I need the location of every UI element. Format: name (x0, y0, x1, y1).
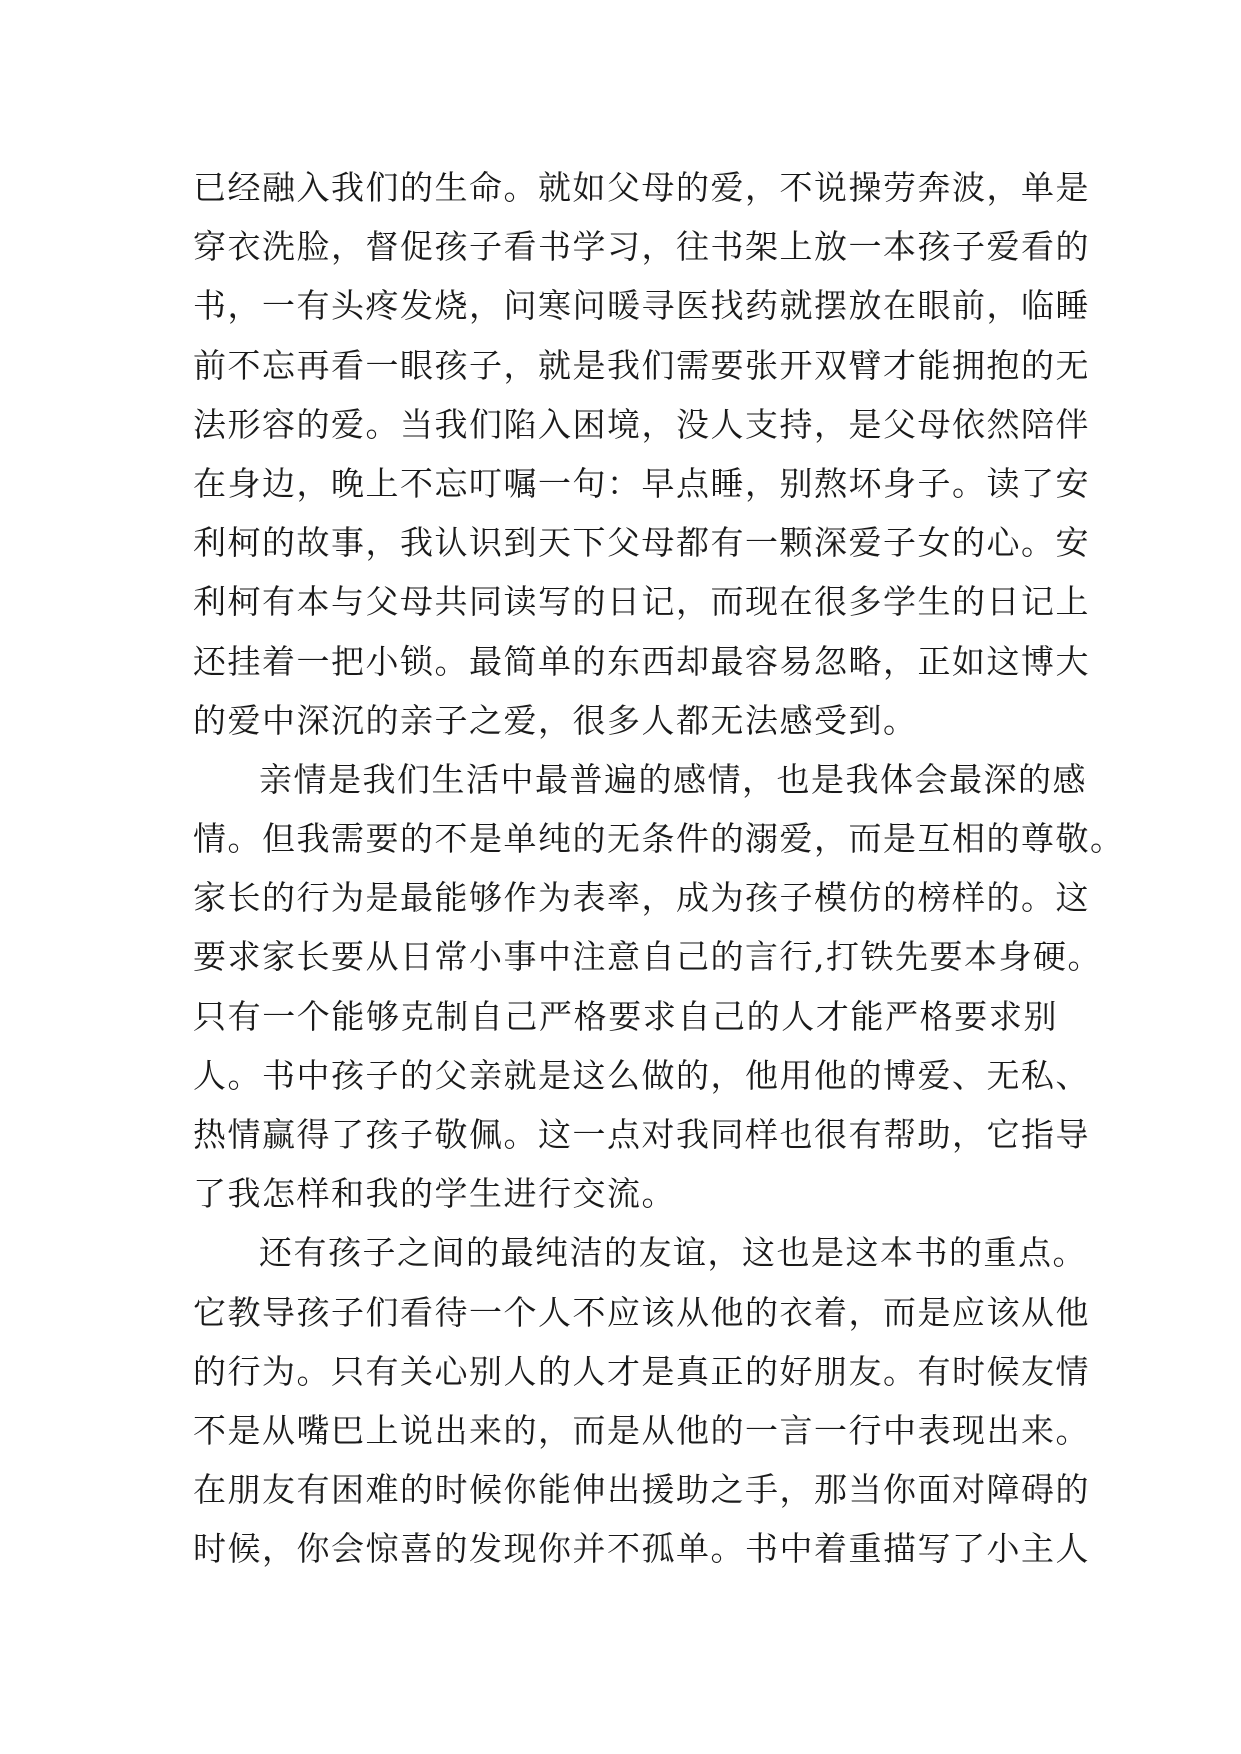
body-text (193, 158, 1125, 1579)
text-line: 亲情是我们生活中最普遍的感情，也是我体会最深的感 (259, 759, 1087, 799)
text-line: 家长的行为是最能够作为表率，成为孩子模仿的榜样的。这 (193, 878, 1090, 918)
text-line: 时候，你会惊喜的发现你并不孤单。书中着重描写了小主人 (193, 1529, 1090, 1569)
text-line: 的爱中深沉的亲子之爱，很多人都无法感受到。 (193, 700, 918, 740)
text-line: 利柯的故事，我认识到天下父母都有一颗深爱子女的心。安 (193, 523, 1090, 563)
text-line: 要求家长要从日常小事中注意自己的言行,打铁先要本身硬。 (193, 937, 1102, 977)
text-line: 人。书中孩子的父亲就是这么做的，他用他的博爱、无私、 (193, 1055, 1090, 1095)
text-line: 情。但我需要的不是单纯的无条件的溺爱，而是互相的尊敬。 (193, 819, 1125, 859)
text-line: 已经融入我们的生命。就如父母的爱，不说操劳奔波，单是 (193, 168, 1090, 207)
text-line: 它教导孩子们看待一个人不应该从他的衣着，而是应该从他 (193, 1292, 1090, 1332)
text-line: 利柯有本与父母共同读写的日记，而现在很多学生的日记上 (193, 582, 1090, 622)
text-line: 穿衣洗脸，督促孩子看书学习，往书架上放一本孩子爱看的 (193, 227, 1090, 267)
text-line: 还挂着一把小锁。最简单的东西却最容易忽略，正如这博大 (193, 641, 1090, 681)
text-line: 只有一个能够克制自己严格要求自己的人才能严格要求别 (193, 996, 1058, 1036)
text-line: 的行为。只有关心别人的人才是真正的好朋友。有时候友情 (193, 1351, 1090, 1391)
text-line: 前不忘再看一眼孩子，就是我们需要张开双臂才能拥抱的无 (193, 345, 1090, 385)
text-line: 热情赢得了孩子敬佩。这一点对我同样也很有帮助，它指导 (193, 1115, 1090, 1154)
text-line: 在身边，晚上不忘叮嘱一句：早点睡，别熬坏身子。读了安 (193, 463, 1090, 503)
text-line: 还有孩子之间的最纯洁的友谊，这也是这本书的重点。 (259, 1233, 1087, 1273)
text-line: 不是从嘴巴上说出来的，而是从他的一言一行中表现出来。 (193, 1410, 1090, 1450)
text-line: 在朋友有困难的时候你能伸出援助之手，那当你面对障碍的 (193, 1470, 1090, 1510)
text-line: 书，一有头疼发烧，问寒问暖寻医找药就摆放在眼前，临睡 (193, 286, 1090, 326)
text-line: 了我怎样和我的学生进行交流。 (193, 1174, 676, 1214)
text-line: 法形容的爱。当我们陷入困境，没人支持，是父母依然陪伴 (193, 404, 1090, 444)
